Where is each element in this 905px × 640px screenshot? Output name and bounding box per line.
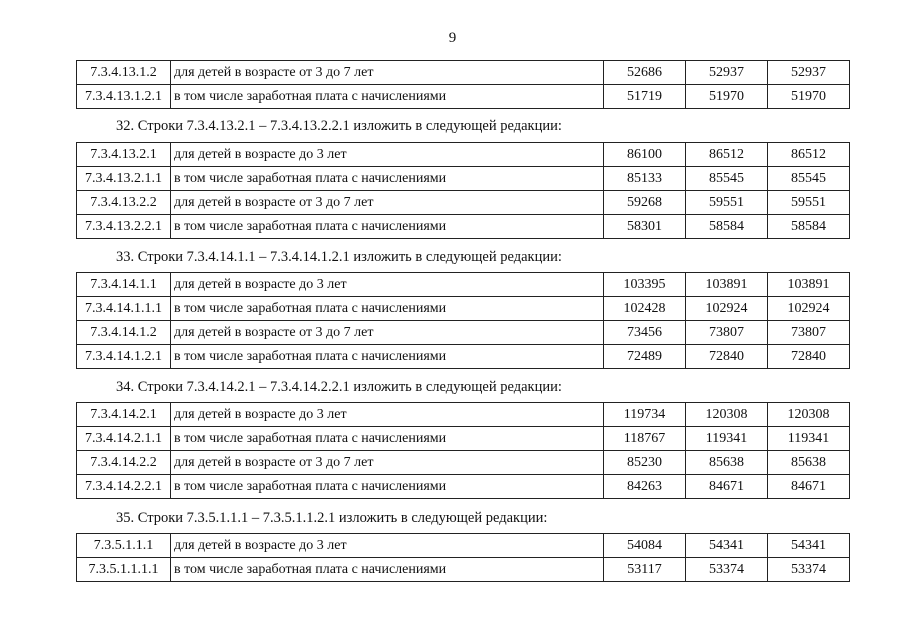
row-code: 7.3.4.14.2.2.1 <box>77 475 171 499</box>
row-value-2: 51970 <box>686 85 768 109</box>
row-description: в том числе заработная плата с начислениями <box>171 558 604 582</box>
table-section-3 <box>76 402 850 499</box>
row-value-1: 51719 <box>604 85 686 109</box>
row-value-2: 119341 <box>686 427 768 451</box>
table-section-1 <box>76 142 850 239</box>
table-row <box>77 403 850 427</box>
row-code: 7.3.4.14.2.2 <box>77 451 171 475</box>
row-value-1: 53117 <box>604 558 686 582</box>
row-code: 7.3.4.14.1.2.1 <box>77 345 171 369</box>
row-value-3: 52937 <box>768 61 850 85</box>
amendment-instruction: 32. Строки 7.3.4.13.2.1 – 7.3.4.13.2.2.1 изложить в следующей редакции: <box>116 118 562 134</box>
row-value-2: 103891 <box>686 273 768 297</box>
row-value-1: 85133 <box>604 167 686 191</box>
table-row <box>77 534 850 558</box>
row-description: для детей в возрасте от 3 до 7 лет <box>171 451 604 475</box>
row-value-1: 84263 <box>604 475 686 499</box>
row-value-3: 51970 <box>768 85 850 109</box>
row-description: для детей в возрасте от 3 до 7 лет <box>171 61 604 85</box>
table-row <box>77 451 850 475</box>
row-code: 7.3.4.13.1.2.1 <box>77 85 171 109</box>
row-code: 7.3.4.13.2.2 <box>77 191 171 215</box>
row-value-1: 103395 <box>604 273 686 297</box>
row-value-2: 58584 <box>686 215 768 239</box>
table-section-2 <box>76 272 850 369</box>
row-description: для детей в возрасте до 3 лет <box>171 534 604 558</box>
row-description: для детей в возрасте от 3 до 7 лет <box>171 191 604 215</box>
row-value-1: 59268 <box>604 191 686 215</box>
table-row <box>77 143 850 167</box>
amendment-instruction: 34. Строки 7.3.4.14.2.1 – 7.3.4.14.2.2.1 изложить в следующей редакции: <box>116 379 562 395</box>
row-value-1: 102428 <box>604 297 686 321</box>
row-code: 7.3.5.1.1.1 <box>77 534 171 558</box>
row-value-3: 85545 <box>768 167 850 191</box>
row-description: для детей в возрасте до 3 лет <box>171 143 604 167</box>
row-code: 7.3.4.13.2.1 <box>77 143 171 167</box>
row-description: в том числе заработная плата с начислениями <box>171 427 604 451</box>
row-value-1: 86100 <box>604 143 686 167</box>
row-value-2: 85545 <box>686 167 768 191</box>
row-value-1: 52686 <box>604 61 686 85</box>
amendment-instruction: 35. Строки 7.3.5.1.1.1 – 7.3.5.1.1.2.1 изложить в следующей редакции: <box>116 510 548 526</box>
row-value-3: 86512 <box>768 143 850 167</box>
row-code: 7.3.4.14.1.1 <box>77 273 171 297</box>
row-code: 7.3.4.13.1.2 <box>77 61 171 85</box>
row-value-2: 53374 <box>686 558 768 582</box>
table-row <box>77 297 850 321</box>
table-row <box>77 215 850 239</box>
row-description: в том числе заработная плата с начислениями <box>171 85 604 109</box>
row-code: 7.3.4.13.2.1.1 <box>77 167 171 191</box>
row-description: для детей в возрасте до 3 лет <box>171 273 604 297</box>
row-value-2: 102924 <box>686 297 768 321</box>
row-value-3: 120308 <box>768 403 850 427</box>
row-description: в том числе заработная плата с начислениями <box>171 345 604 369</box>
row-code: 7.3.4.14.2.1.1 <box>77 427 171 451</box>
row-value-1: 72489 <box>604 345 686 369</box>
row-code: 7.3.4.14.2.1 <box>77 403 171 427</box>
row-value-1: 119734 <box>604 403 686 427</box>
row-code: 7.3.5.1.1.1.1 <box>77 558 171 582</box>
table-row <box>77 191 850 215</box>
row-value-2: 84671 <box>686 475 768 499</box>
row-description: в том числе заработная плата с начислениями <box>171 297 604 321</box>
table-row <box>77 85 850 109</box>
row-value-3: 102924 <box>768 297 850 321</box>
row-description: в том числе заработная плата с начислениями <box>171 215 604 239</box>
row-value-3: 103891 <box>768 273 850 297</box>
table-section-4 <box>76 533 850 582</box>
row-value-1: 85230 <box>604 451 686 475</box>
row-value-3: 72840 <box>768 345 850 369</box>
row-value-2: 73807 <box>686 321 768 345</box>
row-value-1: 73456 <box>604 321 686 345</box>
row-value-3: 73807 <box>768 321 850 345</box>
table-section-0 <box>76 60 850 109</box>
table-row <box>77 273 850 297</box>
row-value-1: 58301 <box>604 215 686 239</box>
table-row <box>77 321 850 345</box>
table-row <box>77 61 850 85</box>
row-value-3: 59551 <box>768 191 850 215</box>
table-row <box>77 345 850 369</box>
row-value-3: 53374 <box>768 558 850 582</box>
row-value-2: 52937 <box>686 61 768 85</box>
row-value-3: 84671 <box>768 475 850 499</box>
table-row <box>77 167 850 191</box>
row-value-2: 59551 <box>686 191 768 215</box>
row-description: для детей в возрасте до 3 лет <box>171 403 604 427</box>
amendment-instruction: 33. Строки 7.3.4.14.1.1 – 7.3.4.14.1.2.1 изложить в следующей редакции: <box>116 249 562 265</box>
row-code: 7.3.4.14.1.2 <box>77 321 171 345</box>
row-code: 7.3.4.13.2.2.1 <box>77 215 171 239</box>
row-value-2: 85638 <box>686 451 768 475</box>
row-description: в том числе заработная плата с начислениями <box>171 475 604 499</box>
row-value-1: 54084 <box>604 534 686 558</box>
row-value-3: 119341 <box>768 427 850 451</box>
row-value-3: 85638 <box>768 451 850 475</box>
row-value-1: 118767 <box>604 427 686 451</box>
table-row <box>77 427 850 451</box>
row-code: 7.3.4.14.1.1.1 <box>77 297 171 321</box>
row-value-2: 86512 <box>686 143 768 167</box>
row-value-2: 54341 <box>686 534 768 558</box>
row-value-3: 54341 <box>768 534 850 558</box>
table-row <box>77 475 850 499</box>
row-value-3: 58584 <box>768 215 850 239</box>
row-value-2: 120308 <box>686 403 768 427</box>
table-row <box>77 558 850 582</box>
row-value-2: 72840 <box>686 345 768 369</box>
row-description: для детей в возрасте от 3 до 7 лет <box>171 321 604 345</box>
page-number: 9 <box>448 30 457 46</box>
row-description: в том числе заработная плата с начислениями <box>171 167 604 191</box>
